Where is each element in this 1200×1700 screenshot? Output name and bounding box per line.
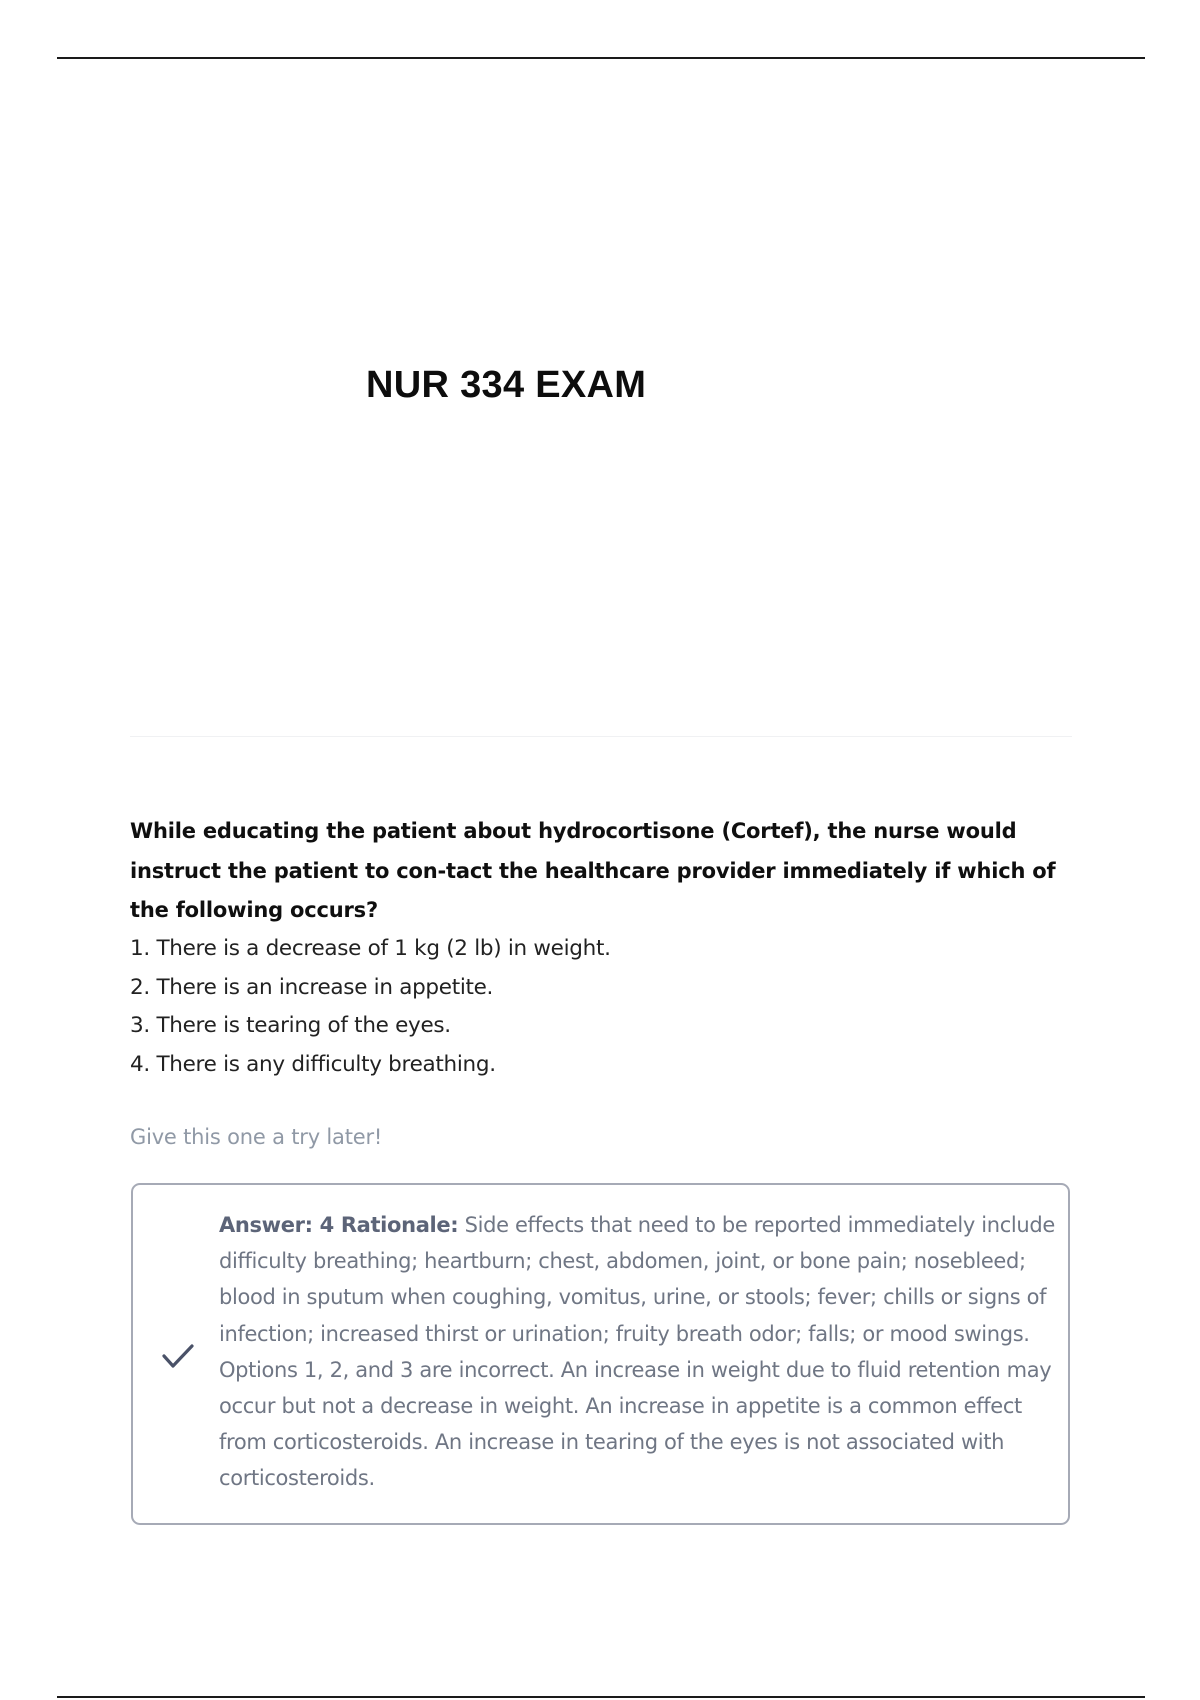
option-1: 1. There is a decrease of 1 kg (2 lb) in weight. (130, 936, 611, 961)
answer-label: Answer: 4 Rationale: (219, 1213, 459, 1237)
answer-card (131, 1183, 1070, 1525)
document-title: NUR 334 EXAM (366, 364, 647, 406)
question-stem: While educating the patient about hydrocortisone (Cortef), the nurse would instruct the patient to con-tact the healthcare provider immediately if which of the following occurs? (130, 819, 1056, 922)
option-4: 4. There is any difficulty breathing. (130, 1051, 496, 1077)
checkmark-icon (161, 1342, 195, 1370)
option-3: 3. There is tearing of the eyes. (130, 1013, 451, 1038)
top-rule (57, 57, 1145, 59)
answer-rationale (219, 1207, 1059, 1497)
bottom-rule (57, 1696, 1145, 1698)
rationale-text: Side effects that need to be reported immediately include difficulty breathing; heartburn; chest, abdomen, joint, or bone pain; nosebleed; blood in sputum when coughing, vomitus, urine, or stools; fever; chills or signs of infection; increased thirst or urination; fruity breath odor; falls; or mood swings. Options 1, 2, and 3 are incorrect. An increase in weight due to fluid retention may occur but not a decrease in weight. An increase in appetite is a common effect from corticosteroids. An increase in tearing of the eyes is not associated with corticosteroids. (219, 1213, 1055, 1491)
option-2: 2. There is an increase in appetite. (130, 974, 494, 1000)
answer-options (130, 930, 611, 1084)
try-later-link[interactable]: Give this one a try later! (130, 1125, 383, 1149)
section-divider (130, 736, 1072, 737)
